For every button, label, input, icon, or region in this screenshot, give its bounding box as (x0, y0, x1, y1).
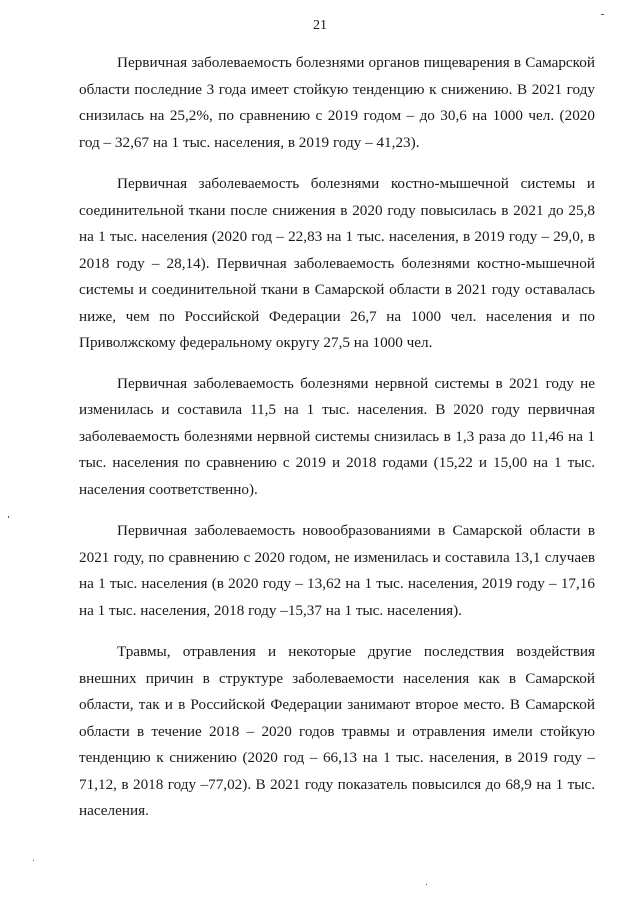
scan-speck (426, 884, 427, 885)
scan-speck (8, 516, 9, 518)
scan-speck (601, 14, 604, 15)
document-body (79, 50, 595, 839)
paragraph-digestive-diseases: Первичная заболеваемость болезнями органов пищеварения в Самарской области последние 3 года имеет стойкую тенденцию к снижению. В 2021 году снизилась на 25,2%, по сравнению с 2019 годом – до 30,6 на 1000 чел. (2020 год – 32,67 на 1 тыс. населения, в 2019 году – 41,23). (79, 54, 595, 151)
scan-speck (33, 860, 34, 861)
paragraph-injuries-poisoning: Травмы, отравления и некоторые другие последствия воздействия внешних причин в структуре заболеваемости населения как в Самарской области, так и в Российской Федерации занимают второе место. В Самарской области в течение 2018 – 2020 годов травмы и отравления имели стойкую тенденцию к снижению (2020 год – 66,13 на 1 тыс. населения, в 2019 году – 71,12, в 2018 году –77,02). В 2021 году показатель повысился до 68,9 на 1 тыс. населения. (79, 643, 595, 819)
paragraph-neoplasms: Первичная заболеваемость новообразованиями в Самарской области в 2021 году, по сравнению с 2020 годом, не изменилась и составила 13,1 случаев на 1 тыс. населения (в 2020 году – 13,62 на 1 тыс. населения, 2019 году – 17,16 на 1 тыс. населения, 2018 году –15,37 на 1 тыс. населения). (79, 522, 595, 619)
paragraph-musculoskeletal-diseases: Первичная заболеваемость болезнями костно-мышечной системы и соединительной ткани после снижения в 2020 году повысилась в 2021 до 25,8 на 1 тыс. населения (2020 год – 22,83 на 1 тыс. населения, в 2019 году – 29,0, в 2018 году – 28,14). Первичная заболеваемость болезнями костно-мышечной системы и соединительной ткани в Самарской области в 2021 году оставалась ниже, чем по Российской Федерации 26,7 на 1000 чел. населения и по Приволжскому федеральному округу 27,5 на 1000 чел. (79, 175, 595, 351)
paragraph-nervous-system-diseases: Первичная заболеваемость болезнями нервной системы в 2021 году не изменилась и составила 11,5 на 1 тыс. населения. В 2020 году первичная заболеваемость болезнями нервной системы снизилась в 1,3 раза до 11,46 на 1 тыс. населения по сравнению с 2019 и 2018 годами (15,22 и 15,00 на 1 тыс. населения соответственно). (79, 374, 595, 498)
page-number: 21 (313, 18, 327, 33)
